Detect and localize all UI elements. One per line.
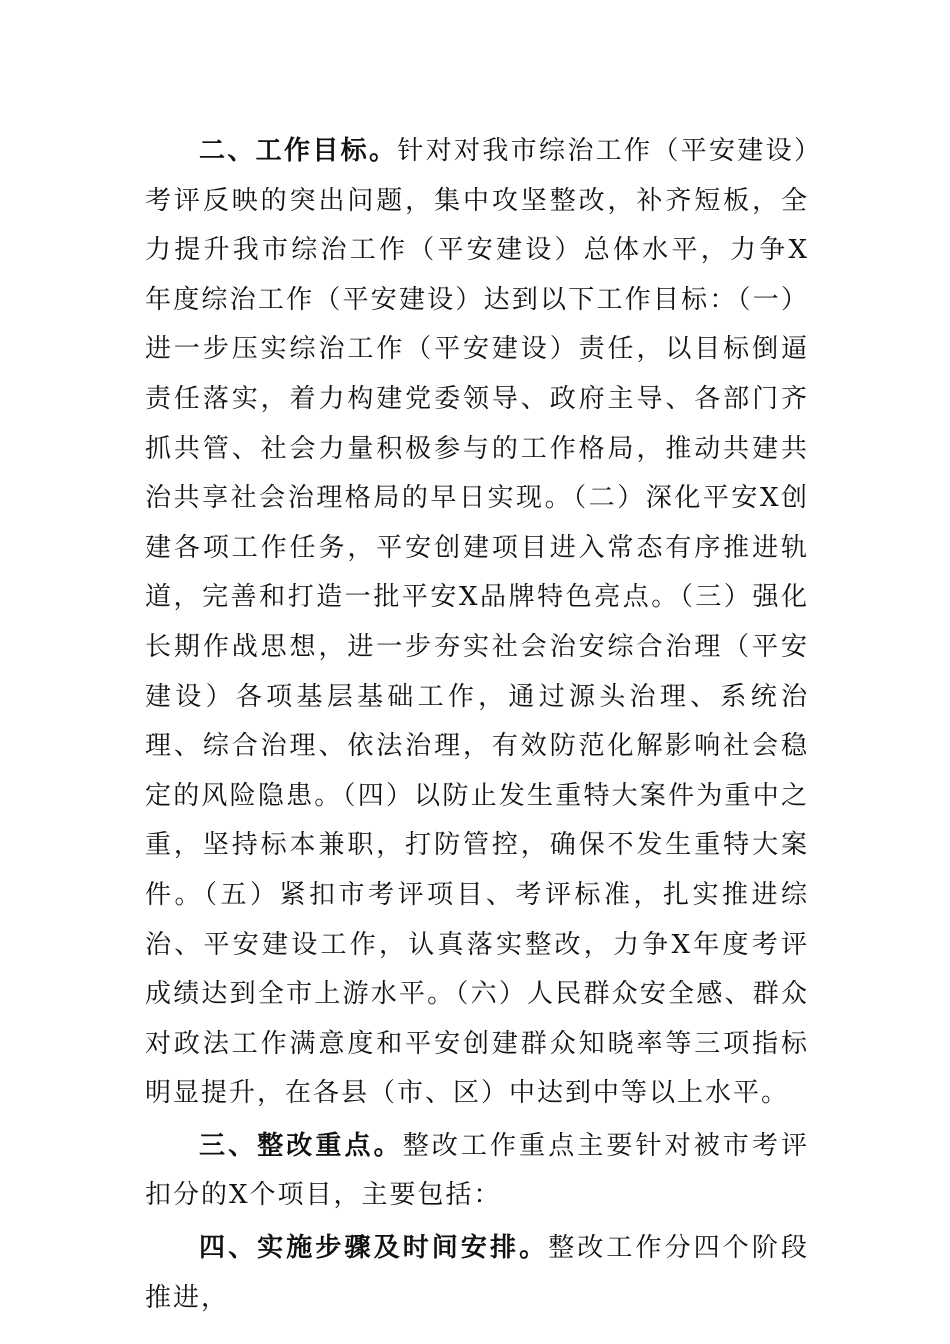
body-work-goals: 针对对我市综治工作（平安建设）考评反映的突出问题，集中攻坚整改，补齐短板，全力提升我市综治工作（平安建设）总体水平，力争X年度综治工作（平安建设）达到以下工作目标：（一）进一步压实综治工作（平安建设）责任，以目标倒逼责任落实，着力构建党委领导、政府主导、各部门齐抓共管、社会力量积极参与的工作格局，推动共建共治共享社会治理格局的早日实现。（二）深化平安X创建各项工作任务，平安创建项目进入常态有序推进轨道，完善和打造一批平安X品牌特色亮点。（三）强化长期作战思想，进一步夯实社会治安综合治理（平安建设）各项基层基础工作，通过源头治理、系统治理、综合治理、依法治理，有效防范化解影响社会稳定的风险隐患。（四）以防止发生重特大案件为重中之重，坚持标本兼职，打防管控，确保不发生重特大案件。（五）紧扣市考评项目、考评标准，扎实推进综治、平安建设工作，认真落实整改，力争X年度考评成绩达到全市上游水平。（六）人民群众安全感、群众对政法工作满意度和平安创建群众知晓率等三项指标明显提升，在各县（市、区）中达到中等以上水平。 [145,136,809,1109]
paragraph-work-goals [145,127,809,1119]
body-implementation-steps: 整改工作分四个阶段推进， [145,1233,809,1313]
heading-work-goals: 二、工作目标。 [199,136,398,166]
heading-rectification-focus: 三、整改重点。 [199,1130,403,1161]
heading-implementation-steps: 四、实施步骤及时间安排。 [199,1233,549,1264]
paragraph-implementation-steps [145,1224,809,1323]
body-rectification-focus: 整改工作重点主要针对被市考评扣分的X个项目，主要包括： [145,1130,809,1211]
paragraph-rectification-focus [145,1122,809,1221]
document-body [145,127,809,1323]
